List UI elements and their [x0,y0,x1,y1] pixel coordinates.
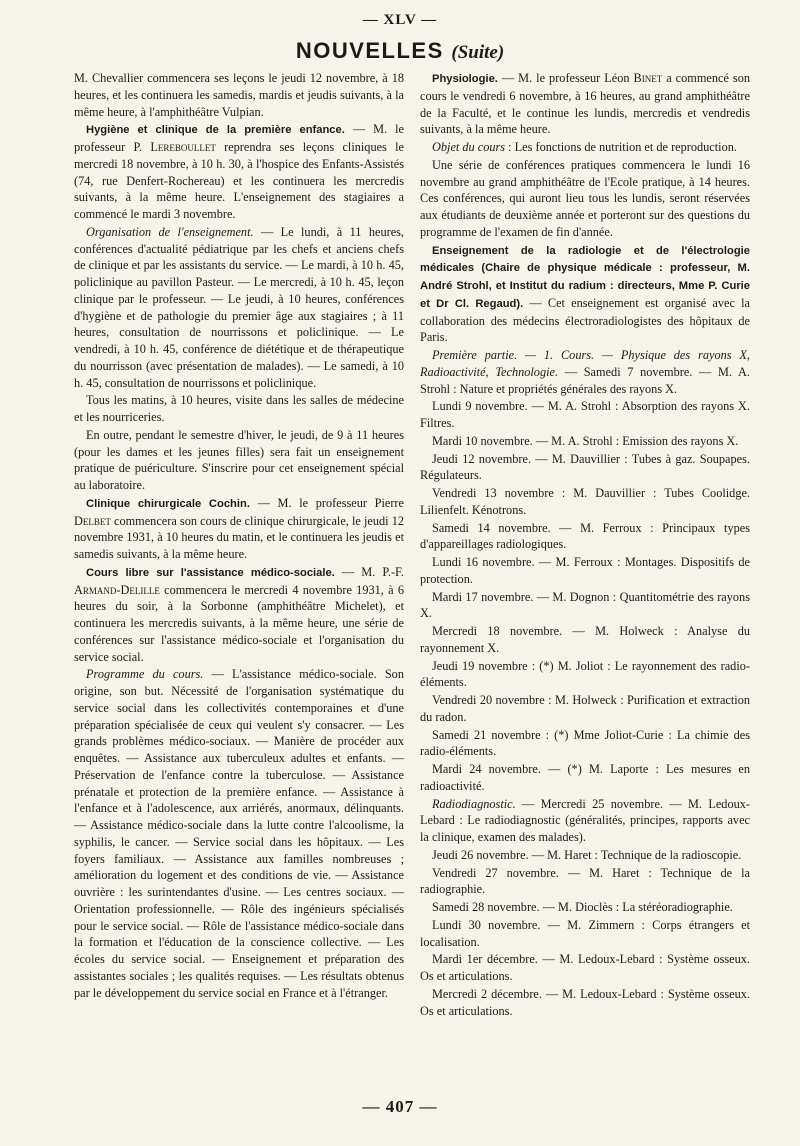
paragraph-physiologie [420,70,750,138]
name-delbet: Delbet [74,513,111,528]
heading-physiologie: Physiologie. [432,73,498,85]
text-segment: — M. P.-F. [334,564,404,579]
text-segment: a commencé son cours le vendredi 6 novembre, à 16 heures, au grand amphithéâtre de la Faculté, et le continue les lundis, mercredis et vendredis suivants, à la même heure. [420,71,750,137]
text-segment: commencera le mercredi 4 novembre 1931, à 6 heures du soir, à la Sorbonne (amphithéâtre Michelet), et continuera les mercredis suivants, à la même heure, une série de conférences sur l'assistance médico-sociale et l'organisation du service social. [74,582,404,664]
heading-objet: Objet du cours [432,140,506,154]
text-segment: — M. le professeur Pierre [249,495,404,510]
heading-premiere-partie: Première partie. — 1. Cours. — Physique des rayons X, Radioactivité, Technologie. [420,348,750,379]
name-armand-delille: Armand-Delille [74,582,160,597]
roman-page-number: — XLV — [362,12,438,28]
heading-organisation: Organisation de l'enseignement. [86,224,254,239]
lecture-entry: Jeudi 26 novembre. — M. Haret : Technique de la radioscopie. [432,847,742,862]
text-segment: — Mercredi 25 novembre. — M. Ledoux-Lebard : Le radiodiagnostic (généralités, principes, rapports avec la clinique, examen des malades). [420,796,750,844]
lecture-entry: Mardi 10 novembre. — M. A. Strohl : Emission des rayons X. [432,433,739,448]
heading-hygiene: Hygiène et clinique de la première enfance. [86,124,345,137]
text-segment: — L'assistance médico-sociale. Son origine, son but. Nécessité de l'organisation systématique du service social dans les collectivités contemporaines et d'une préparation spécialisée de ceux qui veulent s'y consacrer. — Les grands problèmes médico-sociaux. — Manière de procéder aux enquêtes. — Assistance aux tuberculeux adultes et enfants. — Préservation de l'enfance contre la tuberculose. — Assistance prénatale et protection de la première enfance. — Assistance à l'enfance et à l'adolescence, aux arriérés, anormaux, délinquants. — Assistance médico-sociale dans la lutte contre l'alcoolisme, la syphilis, le cancer. — Service social dans les hôpitaux. — Les foyers familiaux. — Assistance aux familles nombreuses ; amélioration du logement et des conditions de vie. — Assistance ouvrière : les surintendantes d'usine. — Les centres sociaux. — Orientation professionnelle. — Rôle des ingénieurs spécialisés pour le service social. — Rôle de l'assistance médico-sociale dans la formation et l'éducation de la conscience collective. — Les écoles du service social. — Enseignement et préparation des assistantes sociales ; les qualités requises. — Les résultats obtenus par le développement du service social en France et à l'étranger. [74,667,404,1000]
paragraph-cours-libre [74,564,404,666]
lecture-entry: Vendredi 13 novembre : M. Dauvillier : Tubes Coolidge. Lilienfelt. Kénotrons. [420,486,750,517]
paragraph-hygiene [74,121,404,223]
paragraph-radiodiagnostic [420,796,750,846]
heading-radiologie: Enseignement de la radiologie et de l'électrologie médicales (Chaire de physique médicale : professeur, M. André Strohl, et Institut du radium : directeurs, Mme P. Curie et Dr Cl. Regaud). [420,244,750,310]
text-segment: reprendra ses leçons cliniques le mercredi 18 novembre, à 10 h. 30, à l'hospice des Enfants-Assistés (74, rue Denfert-Rochereau) et les continuera les mercredis suivants, à la même heure. L'enseignement des stagiaires a commencé le mardi 3 novembre. [74,140,404,221]
lecture-entry: Samedi 21 novembre : (*) Mme Joliot-Curie : La chimie des radio-éléments. [420,727,750,759]
title-text: NOUVELLES [295,38,444,63]
page-number: — 407 — [362,1097,438,1116]
lecture-entry: Mardi 24 novembre. — (*) M. Laporte : Les mesures en radioactivité. [420,762,750,793]
lecture-entry: Samedi 28 novembre. — M. Dioclès : La stéréoradiographie. [432,900,733,914]
lecture-entry: Mardi 1er décembre. — M. Ledoux-Lebard : Système osseux. Os et articulations. [420,952,750,983]
paragraph-cochin [74,495,404,563]
section-title [0,38,800,64]
paragraph-conferences: Une série de conférences pratiques commencera le lundi 16 novembre au grand amphithéâtre de l'Ecole pratique, à 14 heures. Ces conférences, qui auront lieu tous les lundis, seront réservées aux étudiants de deuxième année et porteront sur des questions du programme de l'examen de fin d'année. [420,157,750,239]
paragraph-objet [420,139,750,156]
left-column [74,70,404,1002]
lecture-entry: Mardi 17 novembre. — M. Dognon : Quantitométrie des rayons X. [420,589,750,621]
paragraph-premiere-partie [420,347,750,397]
text-segment: — Samedi 7 novembre. — M. A. Strohl : Nature et propriétés générales des rayons X. [420,364,750,396]
paragraph-puericulture: En outre, pendant le semestre d'hiver, le jeudi, de 9 à 11 heures (pour les dames et les jeunes filles) sera fait un enseignement pratique de puériculture. S'inscrire pour cet enseignement spécial au laboratoire. [74,427,404,492]
name-lereboullet: P. Lereboullet [133,140,216,154]
lecture-entry: Vendredi 20 novembre : M. Holweck : Purification et extraction du radon. [420,693,750,724]
text-segment: — Le lundi, à 11 heures, conférences d'actualité pédiatrique par les chefs et anciens chefs de clinique et par les assistants du service. — Le mardi, à 10 h. 45, policlinique au pavillon Pasteur. — Le mercredi, à 10 h. 45, leçon clinique par le professeur. — Le jeudi, à 10 heures, conférences d'hygiène et de pathologie du premier âge aux stagiaires ; à 11 heures, consultation de nourrissons et policlinique. — Le vendredi, à 10 h. 45, conférence de diététique et de thérapeutique du nourrisson (avec présentation de malades). — Le samedi, à 10 h. 45, consultation de nourrissons et policlinique. [74,224,405,390]
lecture-entry: Mercredi 2 décembre. — M. Ledoux-Lebard : Système osseux. Os et articulations. [420,986,750,1018]
text-segment: — M. le professeur Léon [497,71,634,85]
lecture-entry: Samedi 14 novembre. — M. Ferroux : Principaux types d'appareillages radiologiques. [420,520,750,552]
paragraph-radiologie [420,242,750,347]
text-segment: — M. le professeur [74,122,404,154]
paragraph-programme [74,666,404,1001]
heading-radiodiagnostic: Radiodiagnostic. [432,796,516,811]
lecture-entry: Vendredi 27 novembre. — M. Haret : Technique de la radiographie. [420,865,750,897]
lecture-entry: Lundi 16 novembre. — M. Ferroux : Montages. Dispositifs de protection. [420,555,750,586]
lecture-entry: Jeudi 19 novembre : (*) M. Joliot : Le rayonnement des radio-éléments. [420,658,750,690]
paragraph-visite: Tous les matins, à 10 heures, visite dans les salles de médecine et les nourriceries. [74,393,404,424]
heading-cours-libre: Cours libre sur l'assistance médico-sociale. [86,566,335,579]
lecture-entry: Jeudi 12 novembre. — M. Dauvillier : Tubes à gaz. Soupapes. Régulateurs. [420,451,750,483]
title-suite: (Suite) [451,42,505,63]
heading-programme: Programme du cours. [86,667,204,682]
text-segment: commencera son cours de clinique chirurgicale, le jeudi 12 novembre 1931, à 10 heures du matin, et le continuera les jeudis et samedis suivants, à la même heure. [74,513,404,561]
text-segment: — Cet enseignement est organisé avec la collaboration des médecins électroradiologistes des hôpitaux de Paris. [420,295,750,345]
paragraph-chevallier: M. Chevallier commencera ses leçons le jeudi 12 novembre, à 18 heures, et les continuera les samedis, mardis et jeudis suivants, à la même heure, à l'amphithéâtre Vulpian. [74,71,404,119]
right-column [420,70,750,1020]
heading-cochin: Clinique chirurgicale Cochin. [86,497,250,510]
lecture-entry: Mercredi 18 novembre. — M. Holweck : Analyse du rayonnement X. [420,624,750,655]
name-binet: Binet [633,71,663,85]
lecture-entry: Lundi 9 novembre. — M. A. Strohl : Absorption des rayons X. Filtres. [420,399,750,430]
text-segment: : Les fonctions de nutrition et de reproduction. [505,140,737,154]
paragraph-organisation [74,224,404,392]
lecture-entry: Lundi 30 novembre. — M. Zimmern : Corps étrangers et localisation. [420,917,750,949]
